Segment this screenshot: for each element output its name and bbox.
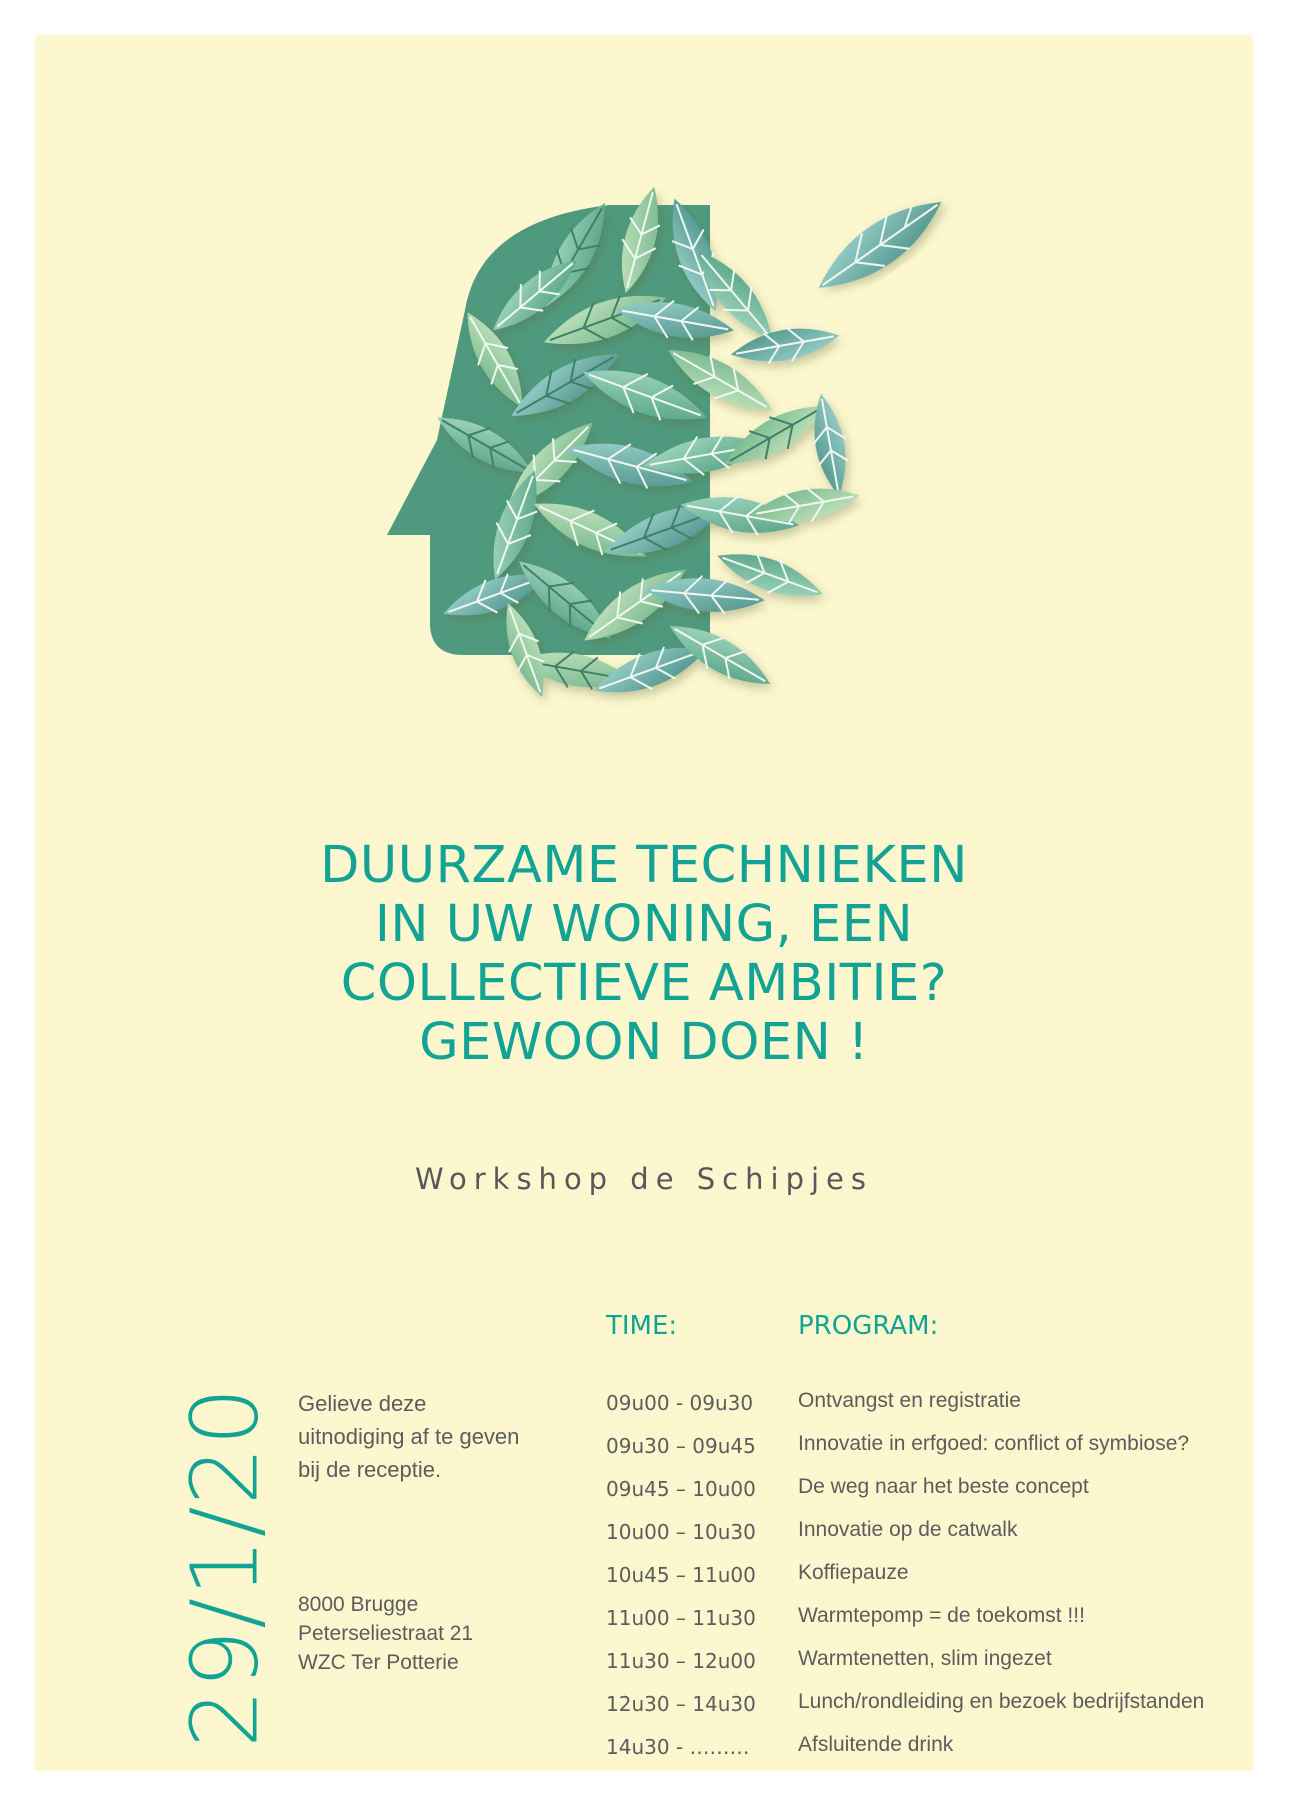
headline-line: IN UW WONING, EEN (374, 895, 914, 954)
notice-line: Gelieve deze (298, 1391, 427, 1416)
schedule-program: De weg naar het beste concept (798, 1475, 1089, 1498)
poster (35, 35, 1253, 1771)
schedule-program: Afsluitende drink (798, 1733, 954, 1756)
schedule-row (606, 1561, 1246, 1604)
schedule-program: Koffiepauze (798, 1561, 909, 1584)
headline-line: GEWOON DOEN ! (419, 1013, 869, 1072)
schedule-row (606, 1475, 1246, 1518)
schedule-row (606, 1690, 1246, 1733)
schedule-time: 09u30 – 09u45 (606, 1434, 756, 1458)
schedule-time: 14u30 - ……… (606, 1735, 750, 1759)
headline (35, 836, 1253, 1072)
schedule-time: 10u00 – 10u30 (606, 1520, 756, 1544)
schedule-row (606, 1647, 1246, 1690)
schedule-program: Ontvangst en registratie (798, 1389, 1021, 1412)
headline-line: COLLECTIEVE AMBITIE? (340, 954, 948, 1013)
schedule-time: 12u30 – 14u30 (606, 1692, 756, 1716)
address-line: WZC Ter Potterie (298, 1651, 459, 1674)
notice-line: bij de receptie. (298, 1457, 442, 1482)
schedule-row (606, 1432, 1246, 1475)
schedule-program: Warmtenetten, slim ingezet (798, 1647, 1052, 1670)
leaf-head-icon (375, 145, 995, 785)
schedule-row (606, 1389, 1246, 1432)
address-line: 8000 Brugge (298, 1593, 419, 1616)
schedule-time: 10u45 – 11u00 (606, 1563, 756, 1587)
notice (298, 1387, 578, 1486)
schedule-row (606, 1733, 1246, 1776)
notice-line: uitnodiging af te geven (298, 1424, 520, 1449)
schedule-time: 09u00 - 09u30 (606, 1391, 754, 1415)
schedule-program: Lunch/rondleiding en bezoek bedrijfstanden (798, 1690, 1205, 1713)
schedule-row (606, 1518, 1246, 1561)
schedule-program: Warmtepomp = de toekomst !!! (798, 1604, 1085, 1627)
subtitle: Workshop de Schipjes (415, 1162, 873, 1196)
program-header: PROGRAM: (798, 1311, 939, 1341)
schedule-time: 11u00 – 11u30 (606, 1606, 756, 1630)
time-header: TIME: (606, 1311, 678, 1341)
address-line: Peterseliestraat 21 (298, 1622, 474, 1645)
address (298, 1590, 578, 1677)
schedule-time: 11u30 – 12u00 (606, 1649, 756, 1673)
schedule-program: Innovatie in erfgoed: conflict of symbiose? (798, 1432, 1190, 1455)
headline-line: DUURZAME TECHNIEKEN (320, 836, 968, 895)
leaf-icon (728, 318, 842, 371)
schedule-list (606, 1389, 1246, 1776)
schedule-time: 09u45 – 10u00 (606, 1477, 756, 1501)
schedule-program: Innovatie op de catwalk (798, 1518, 1018, 1541)
event-date-text: 29/1/20 (171, 1386, 279, 1748)
schedule-row (606, 1604, 1246, 1647)
